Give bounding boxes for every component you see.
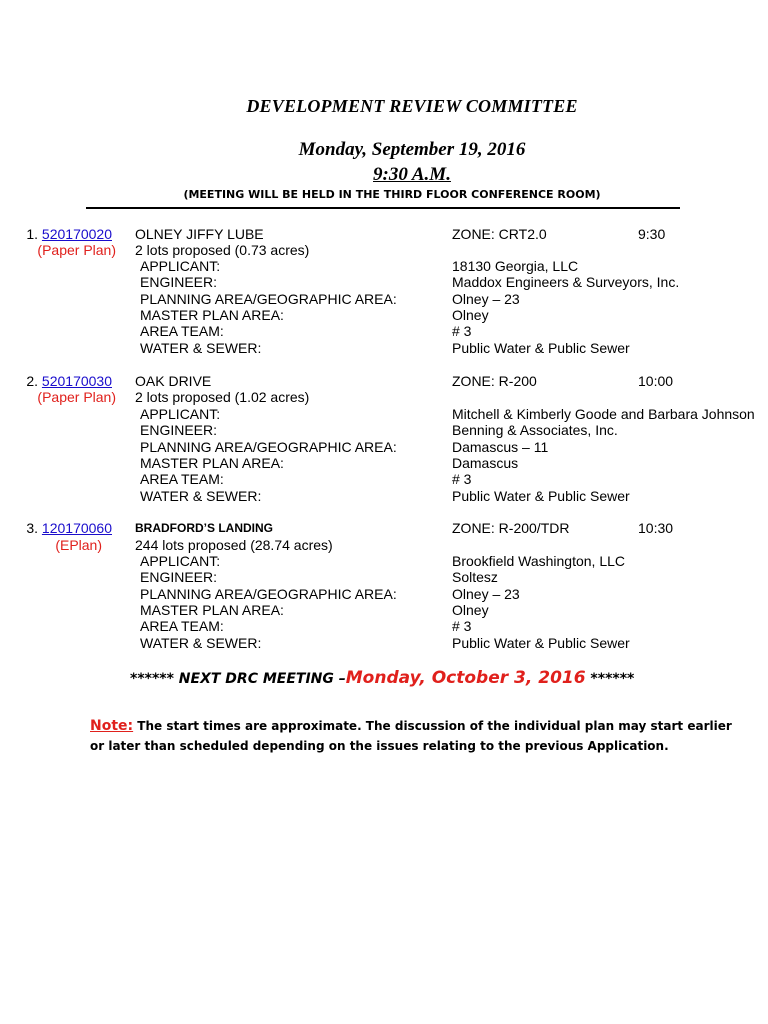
planning-area-value: Damascus – 11 bbox=[452, 439, 549, 455]
plan-type: (Paper Plan) bbox=[37, 389, 116, 405]
item-number: 1. bbox=[26, 226, 39, 242]
water-sewer-value: Public Water & Public Sewer bbox=[452, 340, 630, 356]
planning-area-value: Olney – 23 bbox=[452, 291, 520, 307]
plan-id-link[interactable]: 120170060 bbox=[41, 520, 112, 536]
next-meeting-prefix: ****** NEXT DRC MEETING – bbox=[130, 671, 346, 687]
master-plan-label: MASTER PLAN AREA: bbox=[140, 602, 284, 618]
applicant-label: APPLICANT: bbox=[140, 553, 221, 569]
applicant-label: APPLICANT: bbox=[140, 406, 221, 422]
water-sewer-label: WATER & SEWER: bbox=[140, 340, 262, 356]
meeting-date: Monday, September 19, 2016 bbox=[298, 139, 526, 160]
applicant-value: Mitchell & Kimberly Goode and Barbara Johnson bbox=[452, 406, 755, 422]
water-sewer-label: WATER & SEWER: bbox=[140, 635, 262, 651]
item-number-line bbox=[0, 373, 112, 389]
meeting-time-text: 9:30 A.M. bbox=[373, 164, 451, 185]
master-plan-label: MASTER PLAN AREA: bbox=[140, 455, 284, 471]
master-plan-value: Olney bbox=[452, 602, 489, 618]
plan-type: (Paper Plan) bbox=[37, 242, 116, 258]
item-name: OLNEY JIFFY LUBE bbox=[135, 226, 264, 242]
item-number: 2. bbox=[26, 373, 39, 389]
meeting-location: (MEETING WILL BE HELD IN THE THIRD FLOOR CONFERENCE ROOM) bbox=[183, 188, 601, 201]
plan-id-link[interactable]: 520170020 bbox=[41, 226, 112, 242]
master-plan-value: Damascus bbox=[452, 455, 519, 471]
applicant-label: APPLICANT: bbox=[140, 258, 221, 274]
plan-type: (EPlan) bbox=[55, 537, 102, 553]
item-lots: 2 lots proposed (1.02 acres) bbox=[135, 389, 310, 405]
engineer-label: ENGINEER: bbox=[140, 274, 218, 290]
water-sewer-value: Public Water & Public Sewer bbox=[452, 635, 630, 651]
item-time: 9:30 bbox=[638, 226, 666, 242]
area-team-label: AREA TEAM: bbox=[140, 471, 224, 487]
engineer-label: ENGINEER: bbox=[140, 422, 218, 438]
next-meeting-suffix: ****** bbox=[585, 671, 635, 687]
master-plan-label: MASTER PLAN AREA: bbox=[140, 307, 284, 323]
engineer-value: Soltesz bbox=[452, 569, 498, 585]
item-lots: 244 lots proposed (28.74 acres) bbox=[135, 537, 333, 553]
planning-area-label: PLANNING AREA/GEOGRAPHIC AREA: bbox=[140, 291, 397, 307]
item-number: 3. bbox=[26, 520, 39, 536]
header-divider bbox=[86, 207, 680, 209]
item-name: BRADFORD’S LANDING bbox=[135, 521, 273, 535]
item-zone: ZONE: CRT2.0 bbox=[452, 226, 547, 242]
item-name: OAK DRIVE bbox=[135, 373, 212, 389]
item-zone: ZONE: R-200 bbox=[452, 373, 537, 389]
page-title: DEVELOPMENT REVIEW COMMITTEE bbox=[246, 96, 578, 116]
item-time: 10:00 bbox=[638, 373, 674, 389]
note-paragraph bbox=[90, 716, 750, 756]
engineer-value: Benning & Associates, Inc. bbox=[452, 422, 618, 438]
meeting-time bbox=[0, 164, 768, 186]
item-lots: 2 lots proposed (0.73 acres) bbox=[135, 242, 310, 258]
applicant-value: 18130 Georgia, LLC bbox=[452, 258, 579, 274]
engineer-label: ENGINEER: bbox=[140, 569, 218, 585]
area-team-label: AREA TEAM: bbox=[140, 618, 224, 634]
area-team-value: # 3 bbox=[452, 471, 472, 487]
item-zone: ZONE: R-200/TDR bbox=[452, 520, 570, 536]
applicant-value: Brookfield Washington, LLC bbox=[452, 553, 626, 569]
water-sewer-value: Public Water & Public Sewer bbox=[452, 488, 630, 504]
water-sewer-label: WATER & SEWER: bbox=[140, 488, 262, 504]
next-meeting-date: Monday, October 3, 2016 bbox=[345, 668, 586, 688]
item-time: 10:30 bbox=[638, 520, 674, 536]
next-meeting-line bbox=[130, 668, 634, 688]
note-text: The start times are approximate. The discussion of the individual plan may start earlier or later than scheduled depending on the issues relating to the previous Application. bbox=[90, 719, 732, 753]
planning-area-label: PLANNING AREA/GEOGRAPHIC AREA: bbox=[140, 439, 397, 455]
area-team-label: AREA TEAM: bbox=[140, 323, 224, 339]
note-label: Note: bbox=[90, 718, 134, 734]
item-number-line bbox=[0, 520, 112, 536]
engineer-value: Maddox Engineers & Surveyors, Inc. bbox=[452, 274, 680, 290]
item-number-line bbox=[0, 226, 112, 242]
master-plan-value: Olney bbox=[452, 307, 489, 323]
plan-id-link[interactable]: 520170030 bbox=[41, 373, 112, 389]
area-team-value: # 3 bbox=[452, 618, 472, 634]
planning-area-value: Olney – 23 bbox=[452, 586, 520, 602]
area-team-value: # 3 bbox=[452, 323, 472, 339]
planning-area-label: PLANNING AREA/GEOGRAPHIC AREA: bbox=[140, 586, 397, 602]
